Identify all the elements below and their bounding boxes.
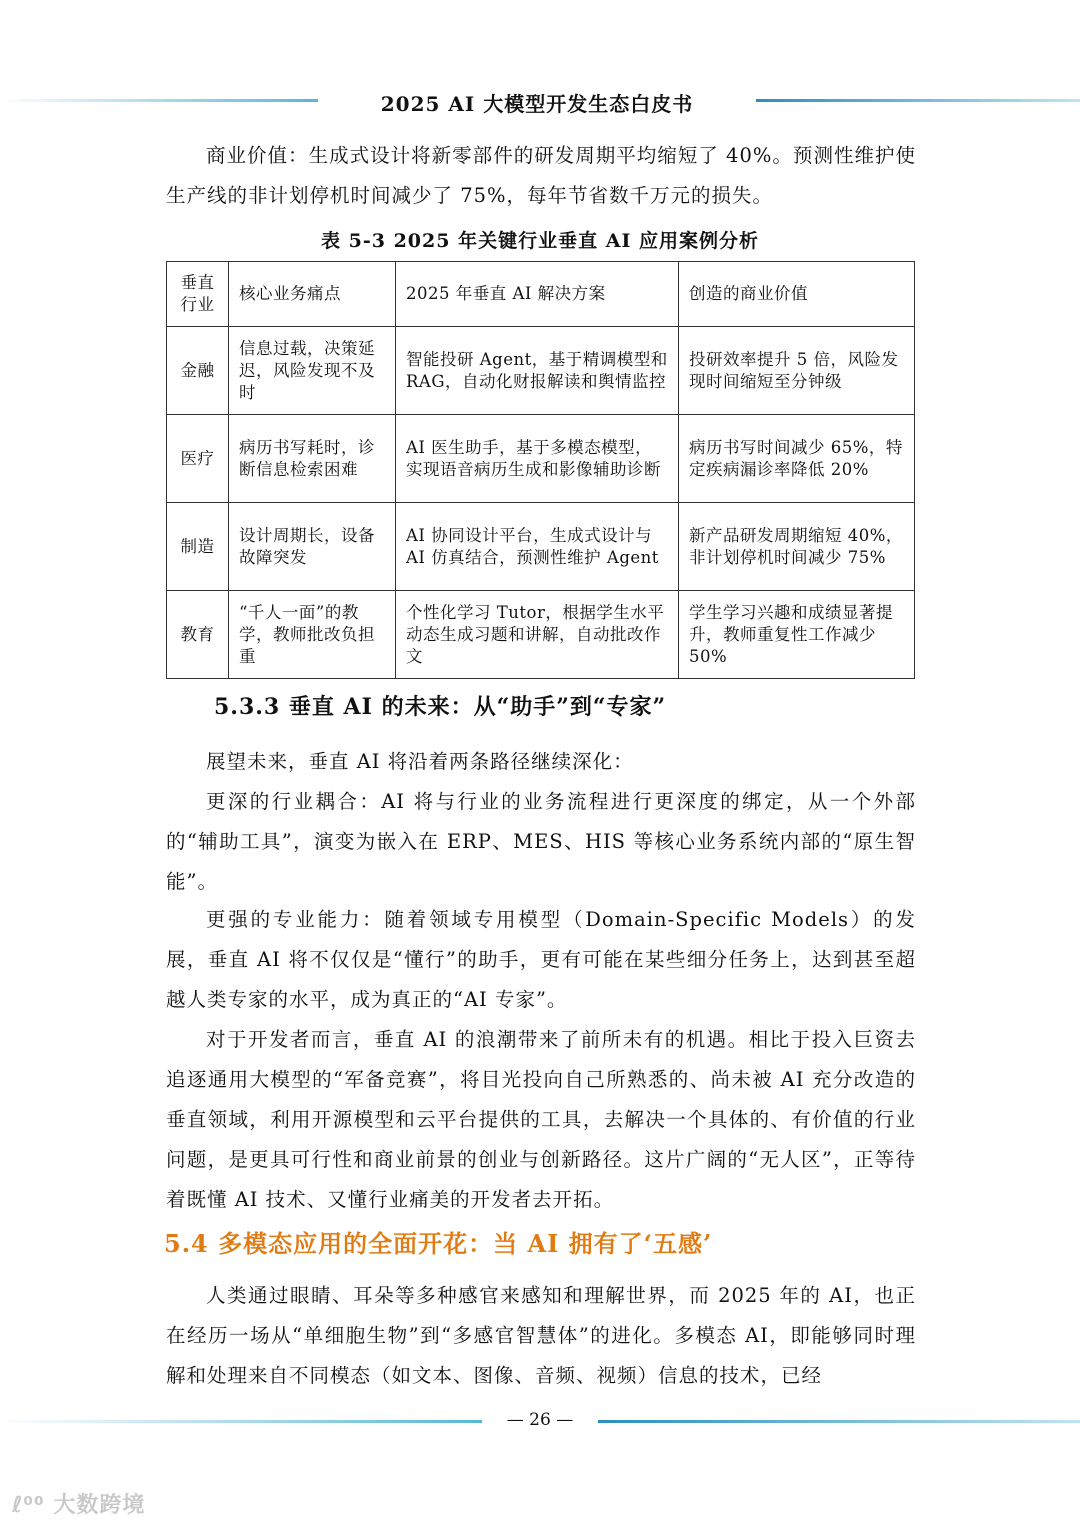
- table-cell: 投研效率提升 5 倍，风险发现时间缩短至分钟级: [679, 327, 915, 415]
- table-cell: 个性化学习 Tutor，根据学生水平动态生成习题和讲解，自动批改作文: [396, 591, 679, 679]
- table-cell: 智能投研 Agent，基于精调模型和 RAG，自动化财报解读和舆情监控: [396, 327, 679, 415]
- table-cell: 学生学习兴趣和成绩显著提升，教师重复性工作减少 50%: [679, 591, 915, 679]
- table-cell: AI 医生助手，基于多模态模型，实现语音病历生成和影像辅助诊断: [396, 415, 679, 503]
- watermark-logo-icon: ℓ⁰⁰: [12, 1493, 45, 1518]
- table-cell: 新产品研发周期缩短 40%，非计划停机时间减少 75%: [679, 503, 915, 591]
- footer-rule-left: [0, 1420, 482, 1423]
- table-header-cell: 垂直行业: [167, 262, 229, 327]
- table-cell: 教育: [167, 591, 229, 679]
- table-cell: “千人一面”的教学，教师批改负担重: [229, 591, 396, 679]
- document-header-title: 2025 AI 大模型开发生态白皮书: [380, 92, 694, 116]
- paragraph-stronger-capability: 更强的专业能力：随着领域专用模型（Domain-Specific Models）的发展，垂直 AI 将不仅仅是“懂行”的助手，更有可能在某些细分任务上，达到甚至超越人类专家的水平，成为真正的“AI 专家”。: [166, 908, 916, 1011]
- table-cell: 病历书写时间减少 65%，特定疾病漏诊率降低 20%: [679, 415, 915, 503]
- table-header-cell: 核心业务痛点: [229, 262, 396, 327]
- table-cell: 病历书写耗时，诊断信息检索困难: [229, 415, 396, 503]
- table-row: [167, 415, 915, 503]
- watermark: [12, 1488, 145, 1519]
- paragraph-business-value: 商业价值：生成式设计将新零部件的研发周期平均缩短了 40%。预测性维护使生产线的非计划停机时间减少了 75%，每年节省数千万元的损失。: [166, 144, 916, 207]
- table-header-cell: 创造的商业价值: [679, 262, 915, 327]
- header-rule-right: [756, 99, 1080, 102]
- table-header-cell: 2025 年垂直 AI 解决方案: [396, 262, 679, 327]
- industry-case-table: [166, 261, 915, 679]
- table-cell: 金融: [167, 327, 229, 415]
- table-header-row: [167, 262, 915, 327]
- footer-rule-right: [598, 1420, 1080, 1423]
- page-number: — 26 —: [506, 1410, 574, 1430]
- table-cell: 医疗: [167, 415, 229, 503]
- section-heading-5-4: 5.4 多模态应用的全面开花：当 AI 拥有了‘五感’: [164, 1229, 713, 1258]
- watermark-text: 大数跨境: [53, 1493, 146, 1518]
- table-row: [167, 591, 915, 679]
- table-caption: 表 5-3 2025 年关键行业垂直 AI 应用案例分析: [321, 230, 759, 252]
- section-heading-5-3-3: 5.3.3 垂直 AI 的未来：从“助手”到“专家”: [214, 694, 667, 720]
- table-row: [167, 503, 915, 591]
- table-cell: AI 协同设计平台，生成式设计与 AI 仿真结合，预测性维护 Agent: [396, 503, 679, 591]
- table-cell: 设计周期长，设备故障突发: [229, 503, 396, 591]
- paragraph-multimodal: 人类通过眼睛、耳朵等多种感官来感知和理解世界，而 2025 年的 AI，也正在经历一场从“单细胞生物”到“多感官智慧体”的进化。多模态 AI，即能够同时理解和处理来自不同模态（如文本、图像、音频、视频）信息的技术，已经: [166, 1284, 916, 1387]
- table-cell: 信息过载，决策延迟，风险发现不及时: [229, 327, 396, 415]
- paragraph-developers: 对于开发者而言，垂直 AI 的浪潮带来了前所未有的机遇。相比于投入巨资去追逐通用大模型的“军备竞赛”，将目光投向自己所熟悉的、尚未被 AI 充分改造的垂直领域，利用开源模型和云平台提供的工具，去解决一个具体的、有价值的行业问题，是更具可行性和商业前景的创业与创新路径。这片广阔的“无人区”，正等待着既懂 AI 技术、又懂行业痛美的开发者去开拓。: [166, 1028, 916, 1211]
- header-rule-left: [0, 99, 318, 102]
- paragraph-deeper-coupling: 更深的行业耦合：AI 将与行业的业务流程进行更深度的绑定，从一个外部的“辅助工具”，演变为嵌入在 ERP、MES、HIS 等核心业务系统内部的“原生智能”。: [166, 790, 916, 893]
- table-cell: 制造: [167, 503, 229, 591]
- paragraph-outlook: 展望未来，垂直 AI 将沿着两条路径继续深化：: [206, 750, 634, 773]
- table-row: [167, 327, 915, 415]
